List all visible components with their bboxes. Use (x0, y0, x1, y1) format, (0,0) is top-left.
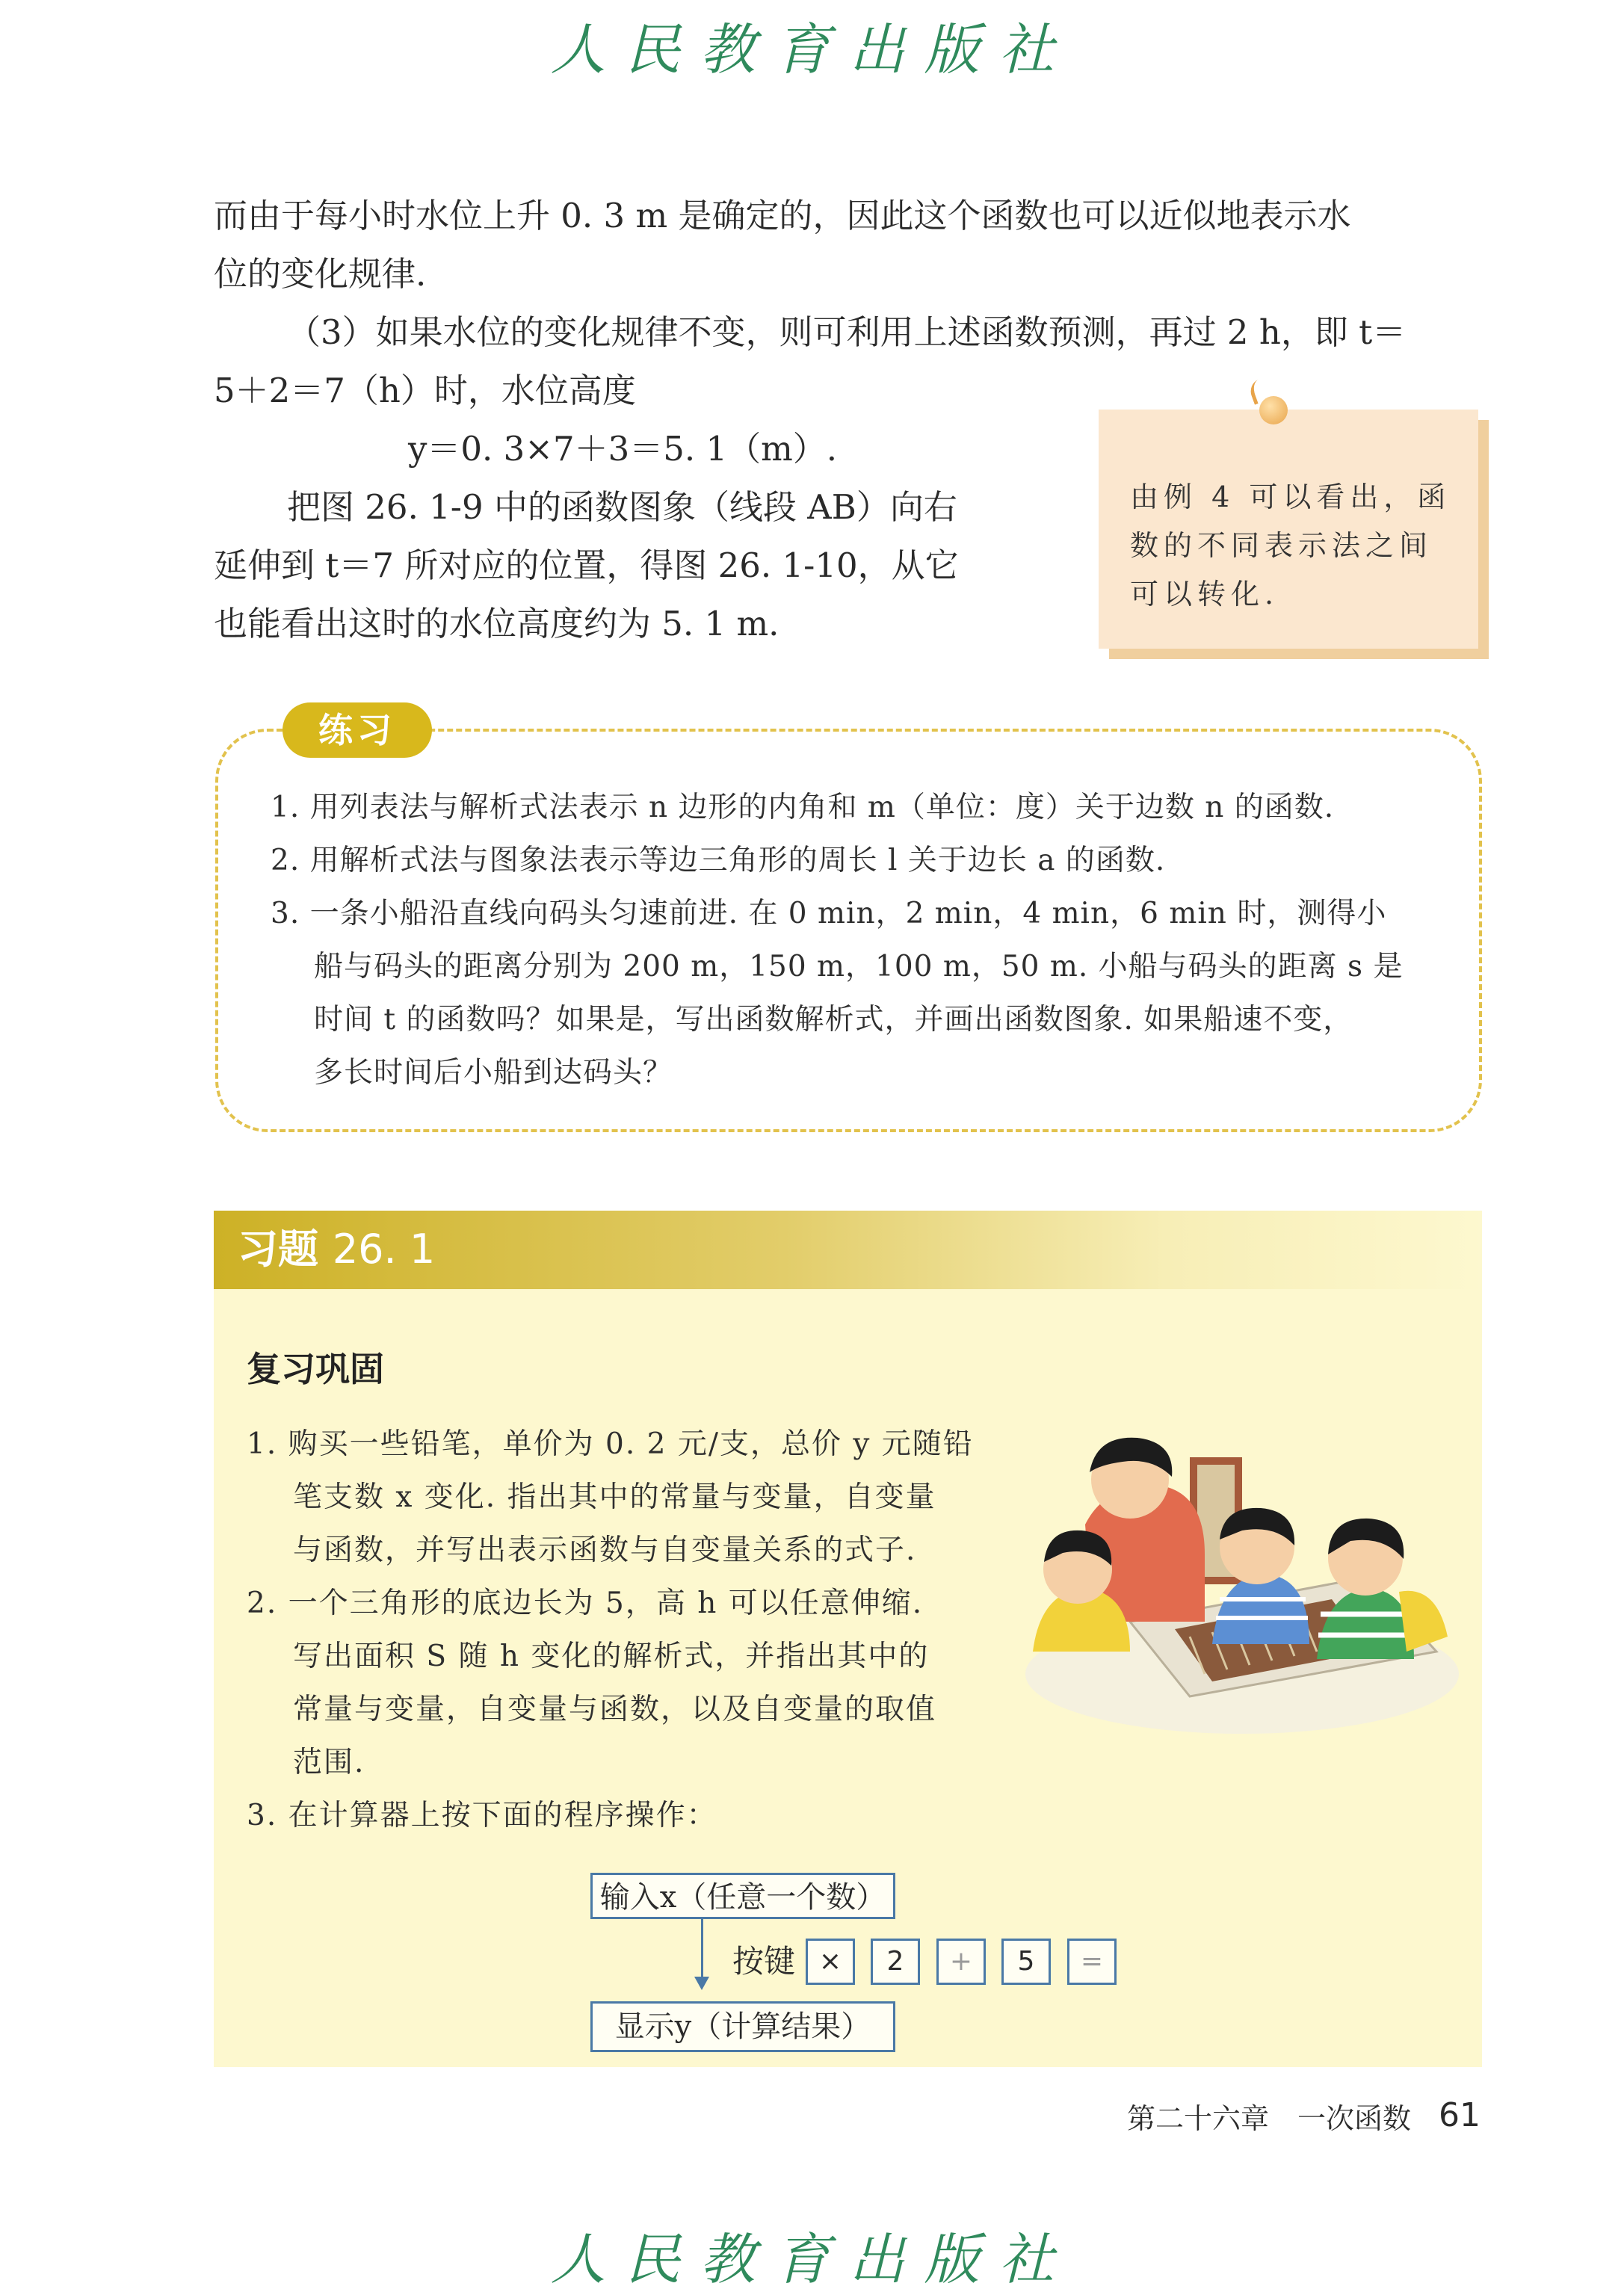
key-plus: + (936, 1939, 986, 1985)
body-line: 也能看出这时的水位高度约为 5. 1 m. (214, 604, 779, 643)
key-5: 5 (1001, 1939, 1051, 1985)
exercises-header-label: 习题 (238, 1226, 318, 1273)
practice-title: 练习 (282, 702, 432, 758)
output-box: 显示y（计算结果） (590, 2001, 895, 2052)
formula: y＝0. 3×7＋3＝5. 1（m）. (408, 429, 838, 469)
exercise-item: 与函数，并写出表示函数与自变量关系的式子. (293, 1533, 917, 1567)
exercise-item: 范围. (293, 1746, 365, 1779)
body-line: 位的变化规律. (214, 254, 427, 294)
practice-item: 时间 t 的函数吗？如果是，写出函数解析式，并画出函数图象. 如果船速不变， (314, 1003, 1353, 1037)
practice-item: 多长时间后小船到达码头？ (314, 1056, 673, 1090)
body-line: （3）如果水位的变化规律不变，则可利用上述函数预测，再过 2 h，即 t＝ (287, 312, 1407, 352)
exercise-item: 2. 一个三角形的底边长为 5，高 h 可以任意伸缩. (247, 1587, 924, 1620)
key-2: 2 (871, 1939, 920, 1985)
input-box: 输入x（任意一个数） (590, 1873, 895, 1919)
press-keys-label: 按键 (732, 1943, 796, 1980)
flow-connector (701, 1917, 703, 1983)
arrow-down-icon (694, 1977, 709, 1990)
exercise-item: 写出面积 S 随 h 变化的解析式，并指出其中的 (293, 1640, 930, 1673)
practice-item: 2. 用解析式法与图象法表示等边三角形的周长 l 关于边长 a 的函数. (271, 844, 1166, 877)
publisher-logo-top: 人民教育出版社 (550, 18, 1074, 82)
practice-item: 1. 用列表法与解析式法表示 n 边形的内角和 m（单位：度）关于边数 n 的函数. (271, 791, 1335, 824)
key-equals: = (1067, 1939, 1117, 1985)
exercise-item: 常量与变量，自变量与函数，以及自变量的取值 (293, 1693, 937, 1726)
practice-item: 3. 一条小船沿直线向码头匀速前进. 在 0 min，2 min，4 min，6 min 时，测得小 (271, 897, 1387, 930)
body-line: 5＋2＝7（h）时，水位高度 (214, 371, 636, 410)
exercise-item: 1. 购买一些铅笔，单价为 0. 2 元/支，总价 y 元随铅 (247, 1427, 974, 1461)
exercise-item: 3. 在计算器上按下面的程序操作： (247, 1799, 717, 1832)
key-multiply: × (806, 1939, 855, 1985)
practice-item: 船与码头的距离分别为 200 m，150 m，100 m，50 m. 小船与码头的距离 s 是 (314, 950, 1404, 983)
exercises-header-number: 26. 1 (332, 1226, 436, 1273)
publisher-logo-bottom: 人民教育出版社 (550, 2228, 1074, 2292)
page-number: 61 (1439, 2096, 1481, 2134)
exercises-subtitle: 复习巩固 (247, 1349, 384, 1389)
chapter-footer: 第二十六章 一次函数 (1127, 2102, 1412, 2135)
side-note (1099, 410, 1478, 649)
exercise-item: 笔支数 x 变化. 指出其中的常量与变量，自变量 (293, 1480, 936, 1514)
body-line: 延伸到 t＝7 所对应的位置，得图 26. 1-10，从它 (214, 546, 959, 585)
body-line: 而由于每小时水位上升 0. 3 m 是确定的，因此这个函数也可以近似地表示水 (214, 196, 1351, 235)
body-line: 把图 26. 1-9 中的函数图象（线段 AB）向右 (287, 487, 957, 527)
pushpin-icon (1259, 396, 1288, 424)
exercises-header (238, 1221, 435, 1278)
children-illustration (1018, 1427, 1466, 1741)
side-note-text: 由例 4 可以看出，函数的不同表示法之间可以转化. (1130, 481, 1451, 611)
